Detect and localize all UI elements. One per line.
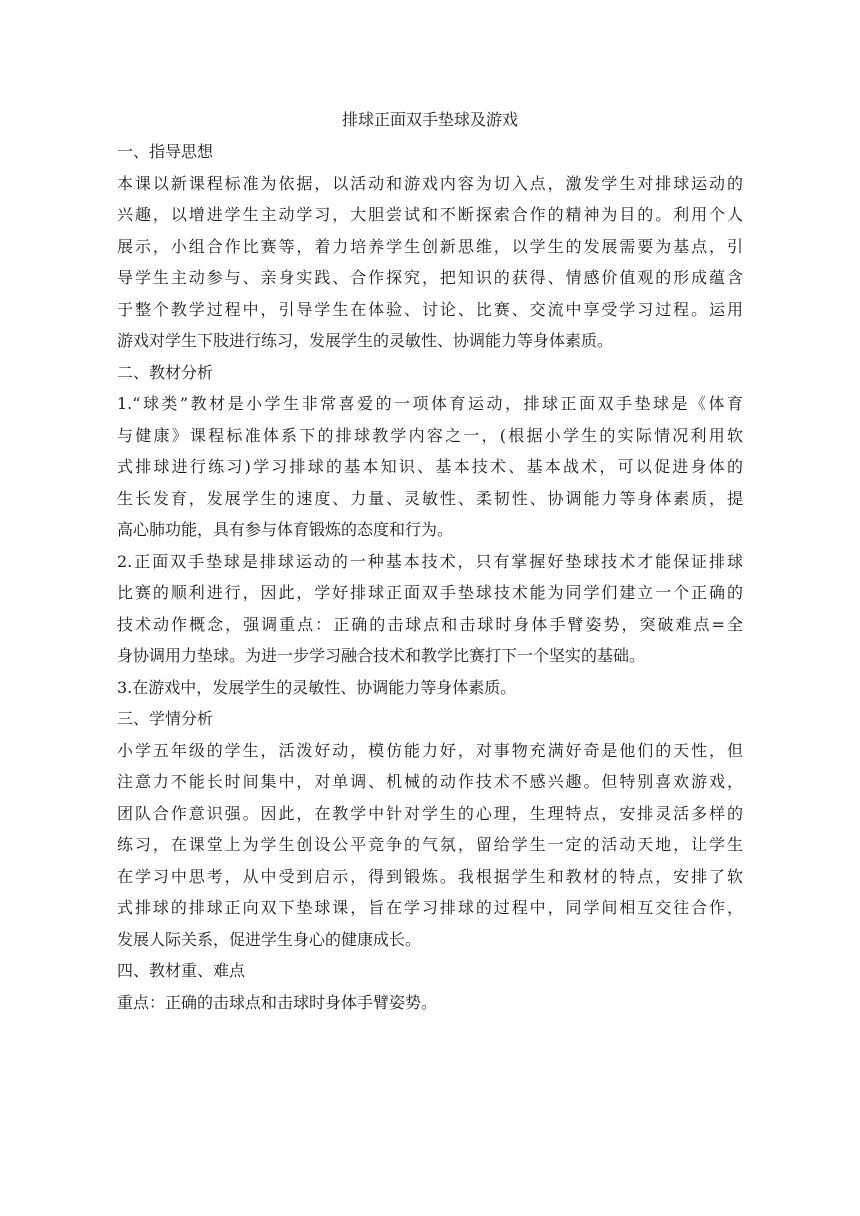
text-line: 技术动作概念，强调重点：正确的击球点和击球时身体手臂姿势，突破难点=全 (117, 614, 743, 634)
section-guiding-thought (117, 136, 743, 357)
section-student-analysis (117, 703, 743, 955)
document-title: 排球正面双手垫球及游戏 (341, 110, 518, 129)
section-heading: 一、指导思想 (117, 142, 214, 161)
text-line: 在学习中思考，从中受到启示，得到锻炼。我根据学生和教材的特点，安排了软 (117, 866, 743, 886)
text-line: 与健康》课程标准体系下的排球教学内容之一，(根据小学生的实际情况利用软 (117, 425, 743, 445)
text-line: 2.正面双手垫球是排球运动的一种基本技术，只有掌握好垫球技术才能保证排球 (117, 551, 743, 571)
text-line: 兴趣，以增进学生主动学习，大胆尝试和不断探索合作的精神为目的。利用个人 (117, 205, 743, 224)
text-line: 游戏对学生下肢进行练习，发展学生的灵敏性、协调能力等身体素质。 (117, 331, 614, 350)
text-line: 展示，小组合作比赛等，着力培养学生创新思维，以学生的发展需要为基点，引 (117, 236, 743, 256)
document-page (117, 104, 743, 1018)
text-line: 3.在游戏中，发展学生的灵敏性、协调能力等身体素质。 (117, 677, 517, 697)
text-line: 式排球进行练习)学习排球的基本知识、基本技术、基本战术，可以促进身体的 (117, 457, 743, 476)
section-material-analysis (117, 357, 743, 704)
section-heading: 四、教材重、难点 (117, 961, 246, 980)
text-line: 导学生主动参与、亲身实践、合作探究，把知识的获得、情感价值观的形成蕴含 (117, 268, 743, 287)
text-line: 身协调用力垫球。为进一步学习融合技术和教学比赛打下一个坚实的基础。 (117, 646, 646, 665)
text-line: 注意力不能长时间集中，对单调、机械的动作技术不感兴趣。但特别喜欢游戏， (117, 772, 743, 791)
text-line: 重点：正确的击球点和击球时身体手臂姿势。 (117, 992, 438, 1012)
section-heading: 二、教材分析 (117, 362, 214, 382)
text-line: 团队合作意识强。因此，在教学中针对学生的心理，生理特点，安排灵活多样的 (117, 803, 743, 823)
section-key-points (117, 955, 743, 1018)
section-heading: 三、学情分析 (117, 709, 214, 728)
text-line: 练习，在课堂上为学生创设公平竞争的气氛，留给学生一定的活动天地，让学生 (117, 835, 743, 854)
text-line: 生长发育，发展学生的速度、力量、灵敏性、柔韧性、协调能力等身体素质，提 (117, 488, 743, 508)
text-line: 1.“球类”教材是小学生非常喜爱的一项体育运动，排球正面双手垫球是《体育 (117, 394, 743, 413)
text-line: 于整个教学过程中，引导学生在体验、讨论、比赛、交流中享受学习过程。运用 (117, 299, 743, 319)
text-line: 高心肺功能，具有参与体育锻炼的态度和行为。 (117, 520, 454, 539)
text-line: 比赛的顺利进行，因此，学好排球正面双手垫球技术能为同学们建立一个正确的 (117, 583, 743, 602)
text-line: 发展人际关系，促进学生身心的健康成长。 (117, 929, 422, 949)
text-line: 小学五年级的学生，活泼好动，模仿能力好，对事物充满好奇是他们的天性，但 (117, 740, 743, 760)
text-line: 式排球的排球正向双下垫球课，旨在学习排球的过程中，同学间相互交往合作， (117, 898, 743, 917)
text-line: 本课以新课程标准为依据，以活动和游戏内容为切入点，激发学生对排球运动的 (117, 173, 743, 193)
